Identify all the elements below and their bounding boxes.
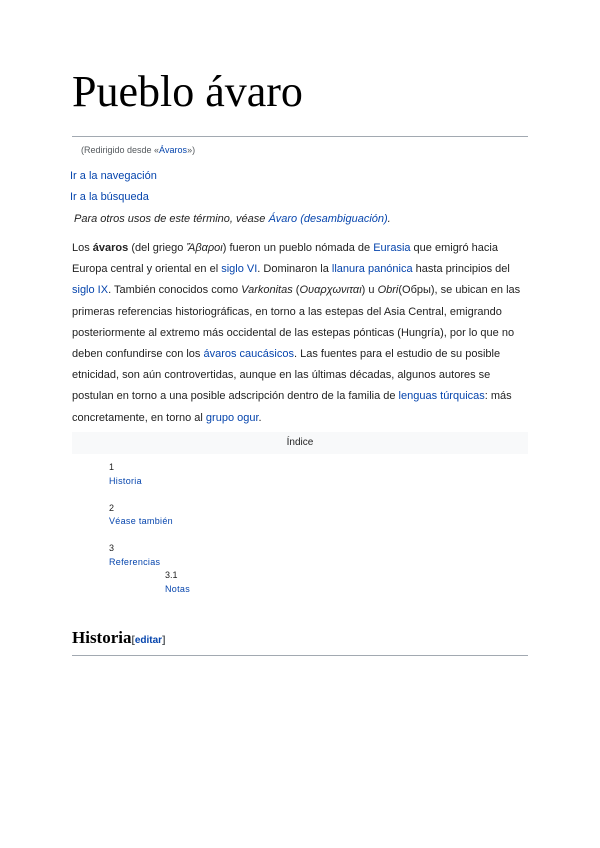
edit-bracket-open: [ — [131, 635, 135, 646]
lead-paragraph — [72, 238, 528, 429]
toc-link-vease-tambien[interactable]: Véase también — [109, 516, 173, 526]
hatnote-end: . — [387, 213, 391, 225]
avaros-caucasicos-link[interactable]: ávaros caucásicos — [203, 348, 294, 361]
lead-bold-term: ávaros — [92, 242, 129, 254]
lead-text: ) u — [361, 284, 378, 297]
toc-link-notas[interactable]: Notas — [165, 584, 191, 594]
page-title: Pueblo ávaro — [72, 67, 303, 116]
toc-number: 2 — [109, 503, 115, 513]
lead-italic-term: Obri — [377, 284, 399, 297]
toc-number: 1 — [109, 462, 115, 472]
toc-title-bar — [72, 432, 528, 454]
toc-title: Índice — [286, 437, 314, 448]
section-divider — [72, 655, 528, 656]
edit-bracket-close: ] — [162, 635, 166, 646]
table-of-contents — [72, 432, 528, 604]
grupo-ogur-link[interactable]: grupo ogur — [205, 411, 259, 424]
lead-greek-term: Ἄβαροι — [186, 242, 223, 254]
hatnote-text: Para otros usos de este término, véase — [74, 213, 269, 225]
toc-number: 3.1 — [165, 570, 178, 580]
edit-section-link[interactable]: editar — [134, 635, 163, 646]
toc-link-referencias[interactable]: Referencias — [109, 557, 161, 567]
redirect-source-link[interactable]: Ávaros — [159, 145, 188, 155]
jump-to-search-link[interactable]: Ir a la búsqueda — [70, 191, 149, 203]
lead-text: ) fueron un pueblo nómada de — [222, 242, 374, 254]
lead-greek-term: Ουαρχωνιται — [299, 284, 362, 297]
siglo-vi-link[interactable]: siglo VI — [221, 263, 258, 276]
lead-text: (Обры), se ubican en las primeras referencias historiográficas, en torno a las estepas del Asia Central, emigrando posteriormente al extremo más occidental de las estepas pónticas (Hungría), por lo que no deben confundirse con los — [72, 284, 521, 361]
lead-text: . También conocidos como — [108, 284, 242, 297]
toc-link-historia[interactable]: Historia — [109, 476, 142, 486]
lead-text: Los — [72, 242, 93, 254]
siglo-ix-link[interactable]: siglo IX — [72, 284, 109, 297]
disambiguation-hatnote — [74, 213, 391, 225]
disambiguation-link[interactable]: Ávaro (desambiguación) — [268, 213, 388, 225]
lenguas-turquicas-link[interactable]: lenguas túrquicas — [398, 390, 485, 403]
eurasia-link[interactable]: Eurasia — [373, 242, 411, 254]
lead-italic-term: Varkonitas — [241, 284, 293, 297]
section-heading-historia — [72, 628, 165, 648]
llanura-panonica-link[interactable]: llanura panónica — [331, 263, 413, 276]
redirect-suffix: ») — [187, 145, 196, 155]
section-heading-text: Historia — [72, 628, 132, 647]
redirect-notice — [81, 145, 195, 155]
lead-text: : más concretamente, en torno al — [72, 390, 512, 424]
lead-text: que emigró hacia Europa central y oriental en el — [72, 242, 498, 276]
lead-text: hasta principios del — [412, 263, 510, 276]
lead-text: ( — [292, 284, 300, 297]
lead-text: (del griego — [128, 242, 187, 254]
title-divider — [72, 136, 528, 137]
lead-text: . Las fuentes para el estudio de su posible etnicidad, son aún controvertidas, aunque en las últimas décadas, algunos autores se postulan en torno a una posible adscripción dentro de la familia de — [72, 348, 501, 403]
toc-number: 3 — [109, 543, 115, 553]
lead-text: . — [258, 411, 262, 424]
redirect-prefix: (Redirigido desde « — [81, 145, 160, 155]
jump-to-navigation-link[interactable]: Ir a la navegación — [70, 170, 157, 182]
lead-text: . Dominaron la — [257, 263, 332, 276]
